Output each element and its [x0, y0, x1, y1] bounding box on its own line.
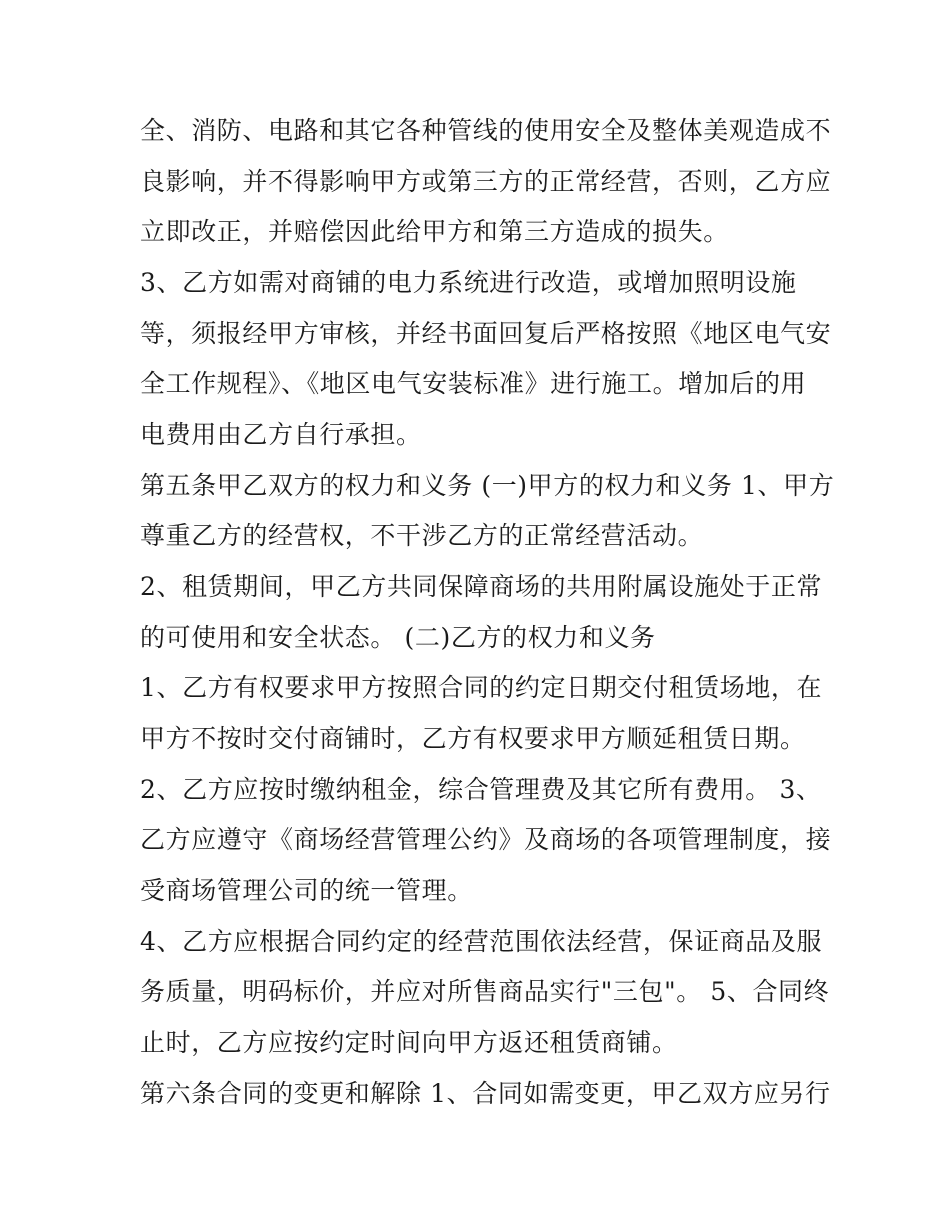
text-line: 立即改正，并赔偿因此给甲方和第三方造成的损失。 — [140, 217, 729, 246]
text-line: 3、乙方如需对商铺的电力系统进行改造，或增加照明设施 — [140, 268, 797, 297]
text-line: 尊重乙方的经营权，不干涉乙方的正常经营活动。 — [140, 521, 704, 550]
text-line: 务质量，明码标价，并应对所售商品实行"三包"。 5、合同终 — [140, 977, 830, 1006]
text-line: 2、乙方应按时缴纳租金，综合管理费及其它所有费用。 3、 — [140, 775, 822, 804]
text-line: 止时，乙方应按约定时间向甲方返还租赁商铺。 — [140, 1028, 678, 1057]
text-line: 4、乙方应根据合同约定的经营范围依法经营，保证商品及服 — [140, 927, 823, 956]
text-line: 受商场管理公司的统一管理。 — [140, 876, 473, 905]
text-line: 电费用由乙方自行承担。 — [140, 420, 422, 449]
text-line: 乙方应遵守《商场经营管理公约》及商场的各项管理制度，接 — [140, 825, 832, 854]
text-line: 等，须报经甲方审核，并经书面回复后严格按照《地区电气安 — [140, 319, 832, 348]
text-line: 1、乙方有权要求甲方按照合同的约定日期交付租赁场地，在 — [140, 673, 823, 702]
text-line: 2、租赁期间，甲乙方共同保障商场的共用附属设施处于正常 — [140, 572, 823, 601]
text-line: 良影响，并不得影响甲方或第三方的正常经营，否则，乙方应 — [140, 167, 832, 196]
text-line: 全、消防、电路和其它各种管线的使用安全及整体美观造成不 — [140, 116, 832, 145]
text-line: 全工作规程》、《地区电气安装标准》进行施工。增加后的用 — [140, 369, 807, 398]
text-line: 的可使用和安全状态。 (二)乙方的权力和义务 — [140, 623, 656, 652]
text-line: 第六条合同的变更和解除 1、合同如需变更，甲乙双方应另行 — [140, 1079, 831, 1108]
text-line: 甲方不按时交付商铺时，乙方有权要求甲方顺延租赁日期。 — [140, 724, 806, 753]
text-line: 第五条甲乙双方的权力和义务 (一)甲方的权力和义务 1、甲方 — [140, 471, 835, 500]
